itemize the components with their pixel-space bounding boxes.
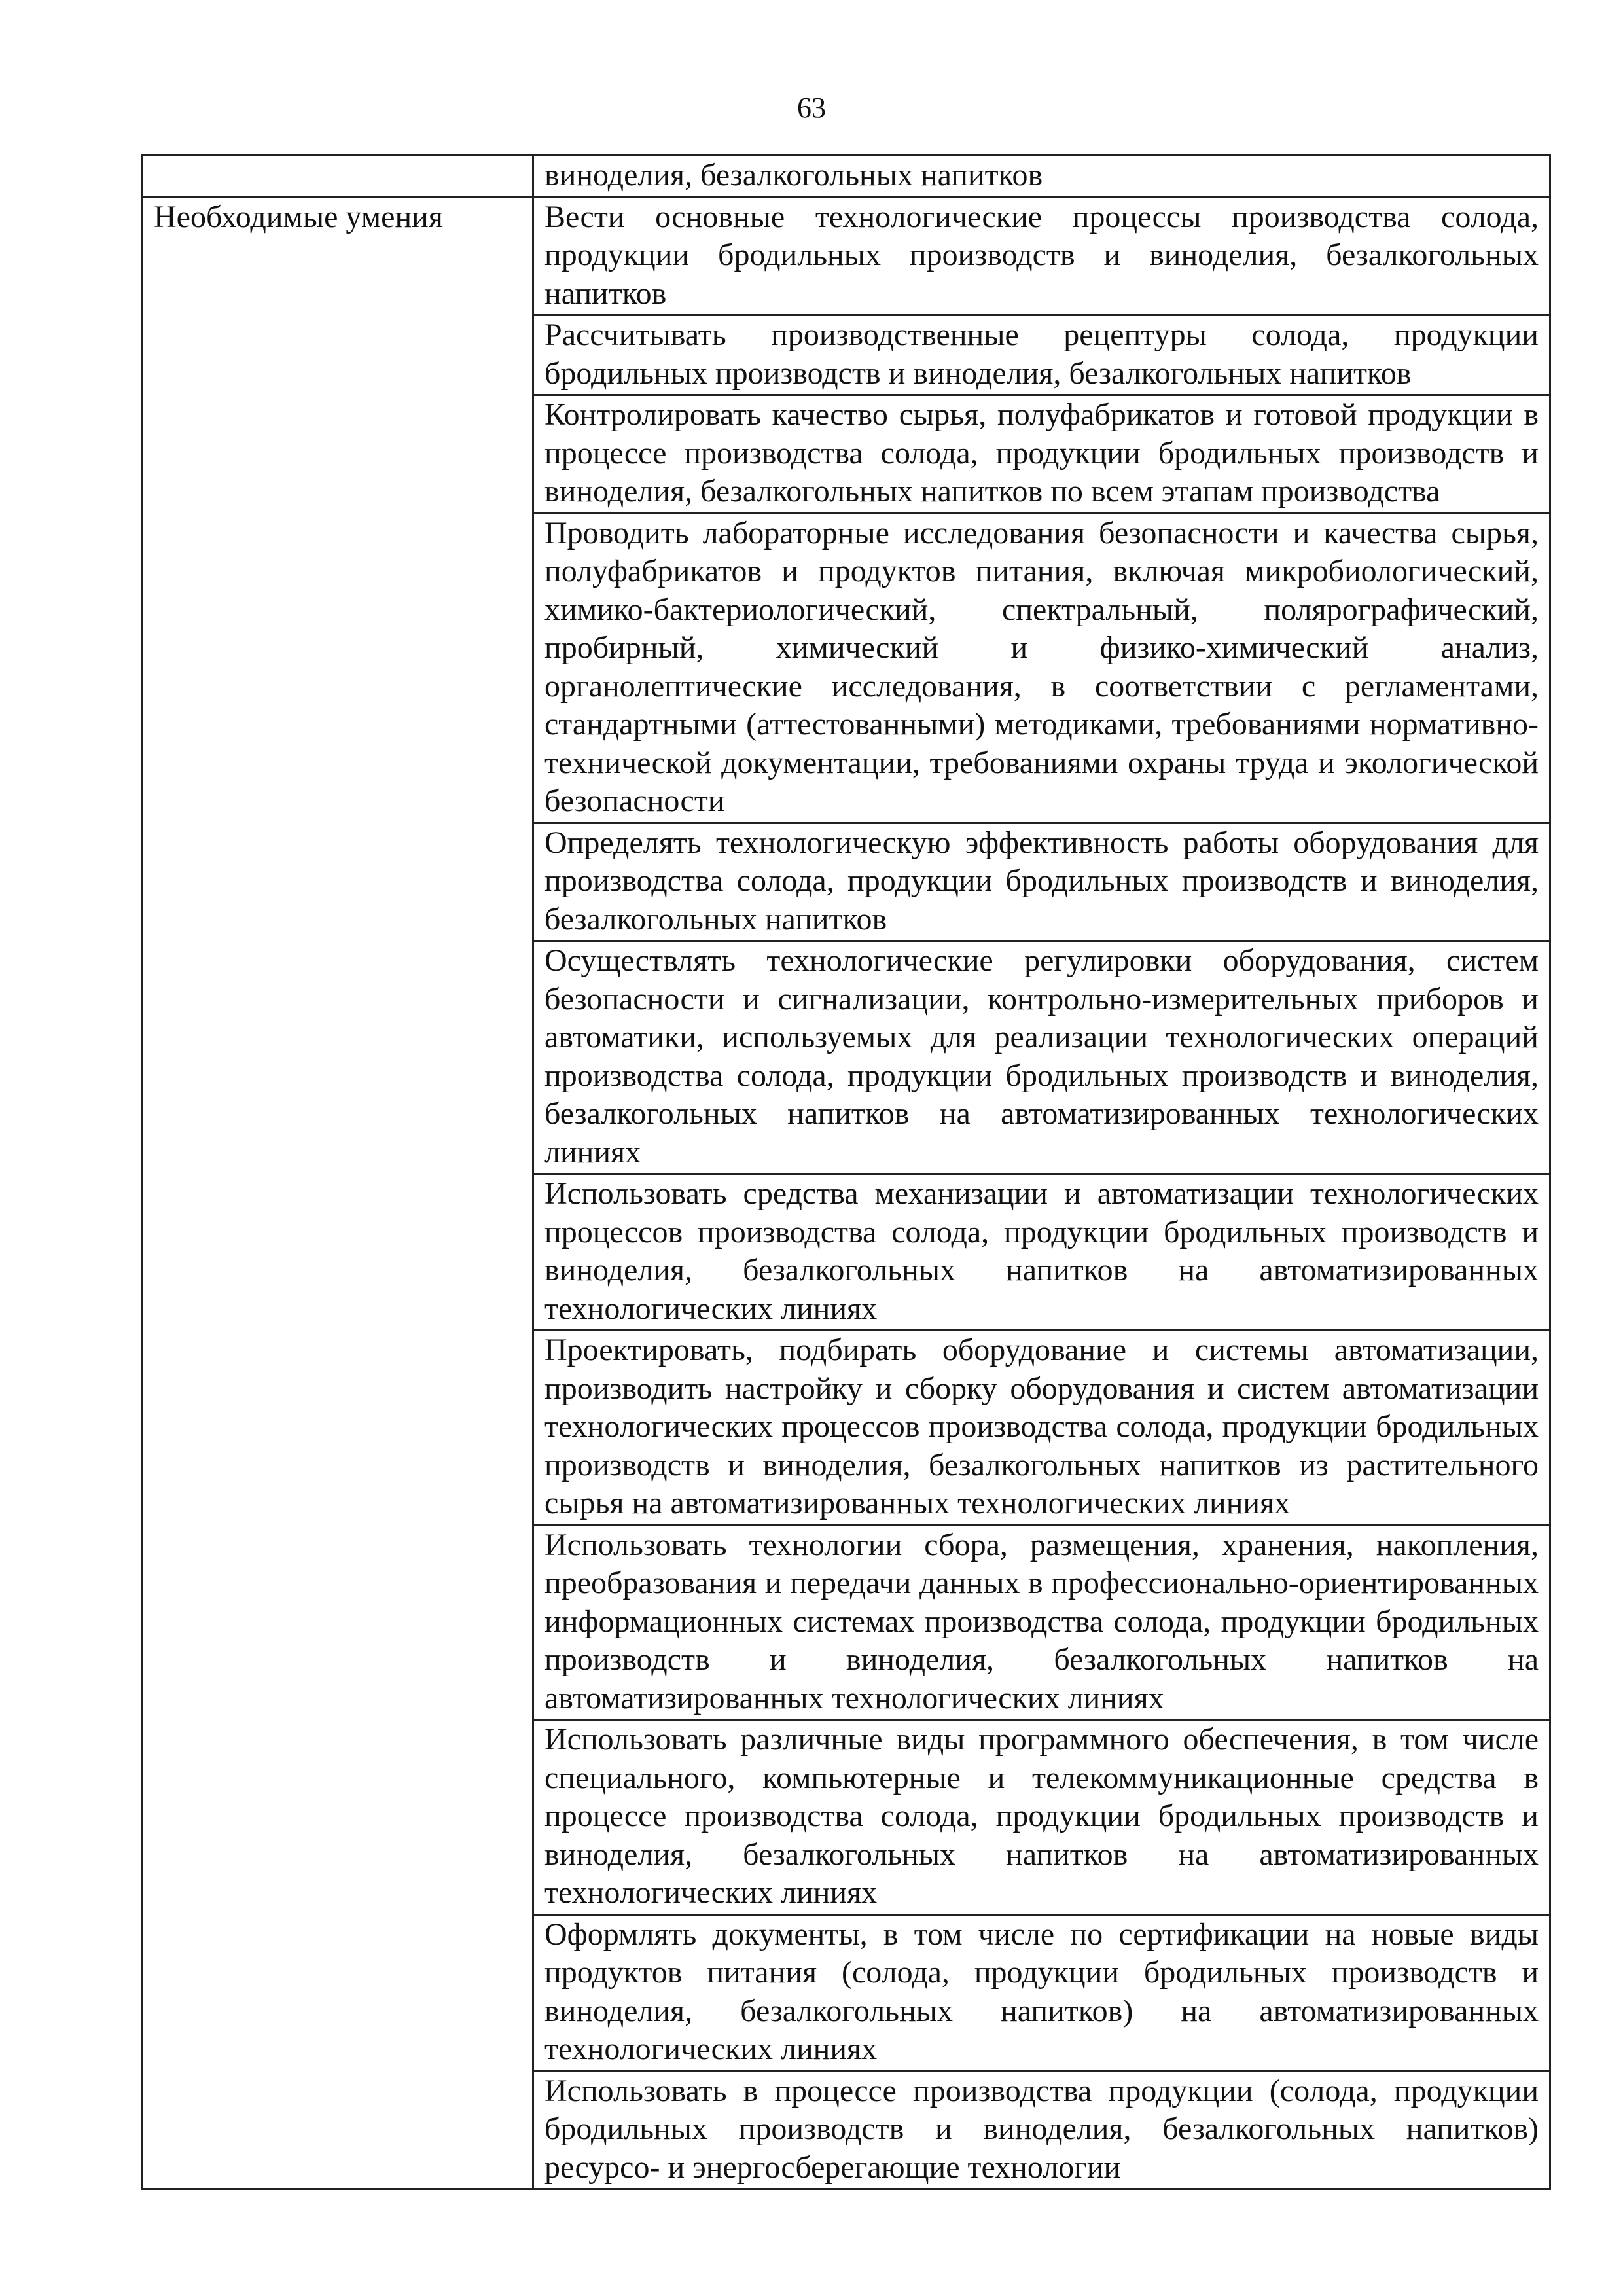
skills-table <box>141 154 1551 2190</box>
page-number: 63 <box>797 92 826 124</box>
skill-cell: Проводить лабораторные исследования безопасности и качества сырья, полуфабрикатов и продуктов питания, включая микробиологический, химико-бактериологический, спектральный, полярографический, пробирный, химический и физико-химический анализ, органолептические исследования, в соответствии с регламентами, стандартными (аттестованными) методиками, требованиями нормативно-технической документации, требованиями охраны труда и экологической безопасности <box>533 513 1550 823</box>
skill-cell: Определять технологическую эффективность работы оборудования для производства солода, продукции бродильных производств и виноделия, безалкогольных напитков <box>533 823 1550 941</box>
skill-cell: Использовать технологии сбора, размещения, хранения, накопления, преобразования и передачи данных в профессионально-ориентированных информационных системах производства солода, продукции бродильных производств и виноделия, безалкогольных напитков на автоматизированных технологических линиях <box>533 1525 1550 1720</box>
skill-cell: Использовать различные виды программного обеспечения, в том числе специального, компьютерные и телекоммуникационные средства в процессе производства солода, продукции бродильных производств и виноделия, безалкогольных напитков на автоматизированных технологических линиях <box>533 1720 1550 1915</box>
skill-cell: Оформлять документы, в том числе по сертификации на новые виды продуктов питания (солода, продукции бродильных производств и виноделия, безалкогольных напитков) на автоматизированных технологических линиях <box>533 1914 1550 2071</box>
section-label: Необходимые умения <box>143 197 533 2189</box>
table-row <box>143 156 1550 198</box>
skill-cell: Проектировать, подбирать оборудование и системы автоматизации, производить настройку и сборку оборудования и систем автоматизации технологических процессов производства солода, продукции бродильных производств и виноделия, безалкогольных напитков из растительного сырья на автоматизированных технологических линиях <box>533 1331 1550 1526</box>
table-row <box>143 197 1550 315</box>
skill-cell: Контролировать качество сырья, полуфабрикатов и готовой продукции в процессе производства солода, продукции бродильных производств и виноделия, безалкогольных напитков по всем этапам производства <box>533 395 1550 514</box>
table-cell-continuation: виноделия, безалкогольных напитков <box>533 156 1550 198</box>
table-cell-empty <box>143 156 533 198</box>
skill-cell: Рассчитывать производственные рецептуры солода, продукции бродильных производств и виноделия, безалкогольных напитков <box>533 315 1550 395</box>
skill-cell: Использовать средства механизации и автоматизации технологических процессов производства солода, продукции бродильных производств и виноделия, безалкогольных напитков на автоматизированных технологических линиях <box>533 1174 1550 1331</box>
skill-cell: Использовать в процессе производства продукции (солода, продукции бродильных производств и виноделия, безалкогольных напитков) ресурсо- и энергосберегающие технологии <box>533 2071 1550 2189</box>
skill-cell: Осуществлять технологические регулировки оборудования, систем безопасности и сигнализации, контрольно-измерительных приборов и автоматики, используемых для реализации технологических операций производства солода, продукции бродильных производств и виноделия, безалкогольных напитков на автоматизированных технологических линиях <box>533 941 1550 1174</box>
skill-cell: Вести основные технологические процессы производства солода, продукции бродильных производств и виноделия, безалкогольных напитков <box>533 197 1550 315</box>
